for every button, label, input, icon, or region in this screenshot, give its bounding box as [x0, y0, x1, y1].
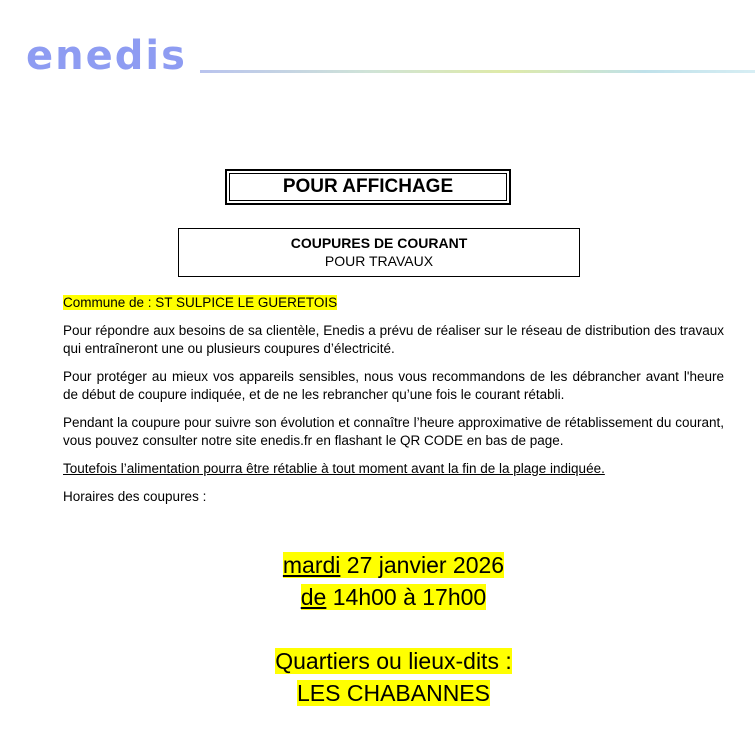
notice-body	[63, 294, 724, 516]
location-line	[0, 677, 755, 709]
coupures-box	[178, 228, 580, 277]
enedis-logo	[26, 33, 187, 79]
quartiers-line	[0, 645, 755, 677]
coupures-title: COUPURES DE COURANT	[290, 235, 468, 251]
header-gradient-line	[200, 70, 755, 73]
quartiers-label: Quartiers ou lieux-dits :	[275, 648, 512, 674]
coupures-subtitle: POUR TRAVAUX	[324, 253, 434, 269]
schedule-day: mardi	[282, 552, 341, 578]
paragraph-4: Toutefois l’alimentation pourra être rétablie à tout moment avant la fin de la plage indiquée.	[63, 461, 605, 476]
schedule-date: 27 janvier 2026	[340, 552, 505, 578]
schedule-time-line	[0, 581, 755, 613]
pour-affichage-title: POUR AFFICHAGE	[229, 173, 507, 201]
pour-affichage-box	[225, 169, 511, 205]
paragraph-1: Pour répondre aux besoins de sa clientèle, Enedis a prévu de réaliser sur le réseau de distribution des travaux qui entraîneront une ou plusieurs coupures d’électricité.	[63, 323, 724, 356]
logo-text: enedis	[26, 33, 187, 79]
schedule-de: de	[300, 584, 327, 610]
schedule	[0, 549, 755, 709]
paragraph-2: Pour protéger au mieux vos appareils sensibles, nous vous recommandons de les débrancher avant l'heure de début de coupure indiquée, et de ne les rebrancher qu’une fois le courant rétabli.	[63, 369, 724, 402]
commune-line: Commune de : ST SULPICE LE GUERETOIS	[63, 295, 338, 310]
location-name: LES CHABANNES	[296, 680, 490, 706]
paragraph-3: Pendant la coupure pour suivre son évolution et connaître l’heure approximative de rétablissement du courant, vous pouvez consulter notre site enedis.fr en flashant le QR CODE en bas de page.	[63, 415, 724, 448]
schedule-time: 14h00 à 17h00	[326, 584, 487, 610]
schedule-gap	[0, 613, 755, 645]
schedule-date-line	[0, 549, 755, 581]
horaires-label: Horaires des coupures :	[63, 489, 207, 504]
header	[26, 33, 755, 80]
